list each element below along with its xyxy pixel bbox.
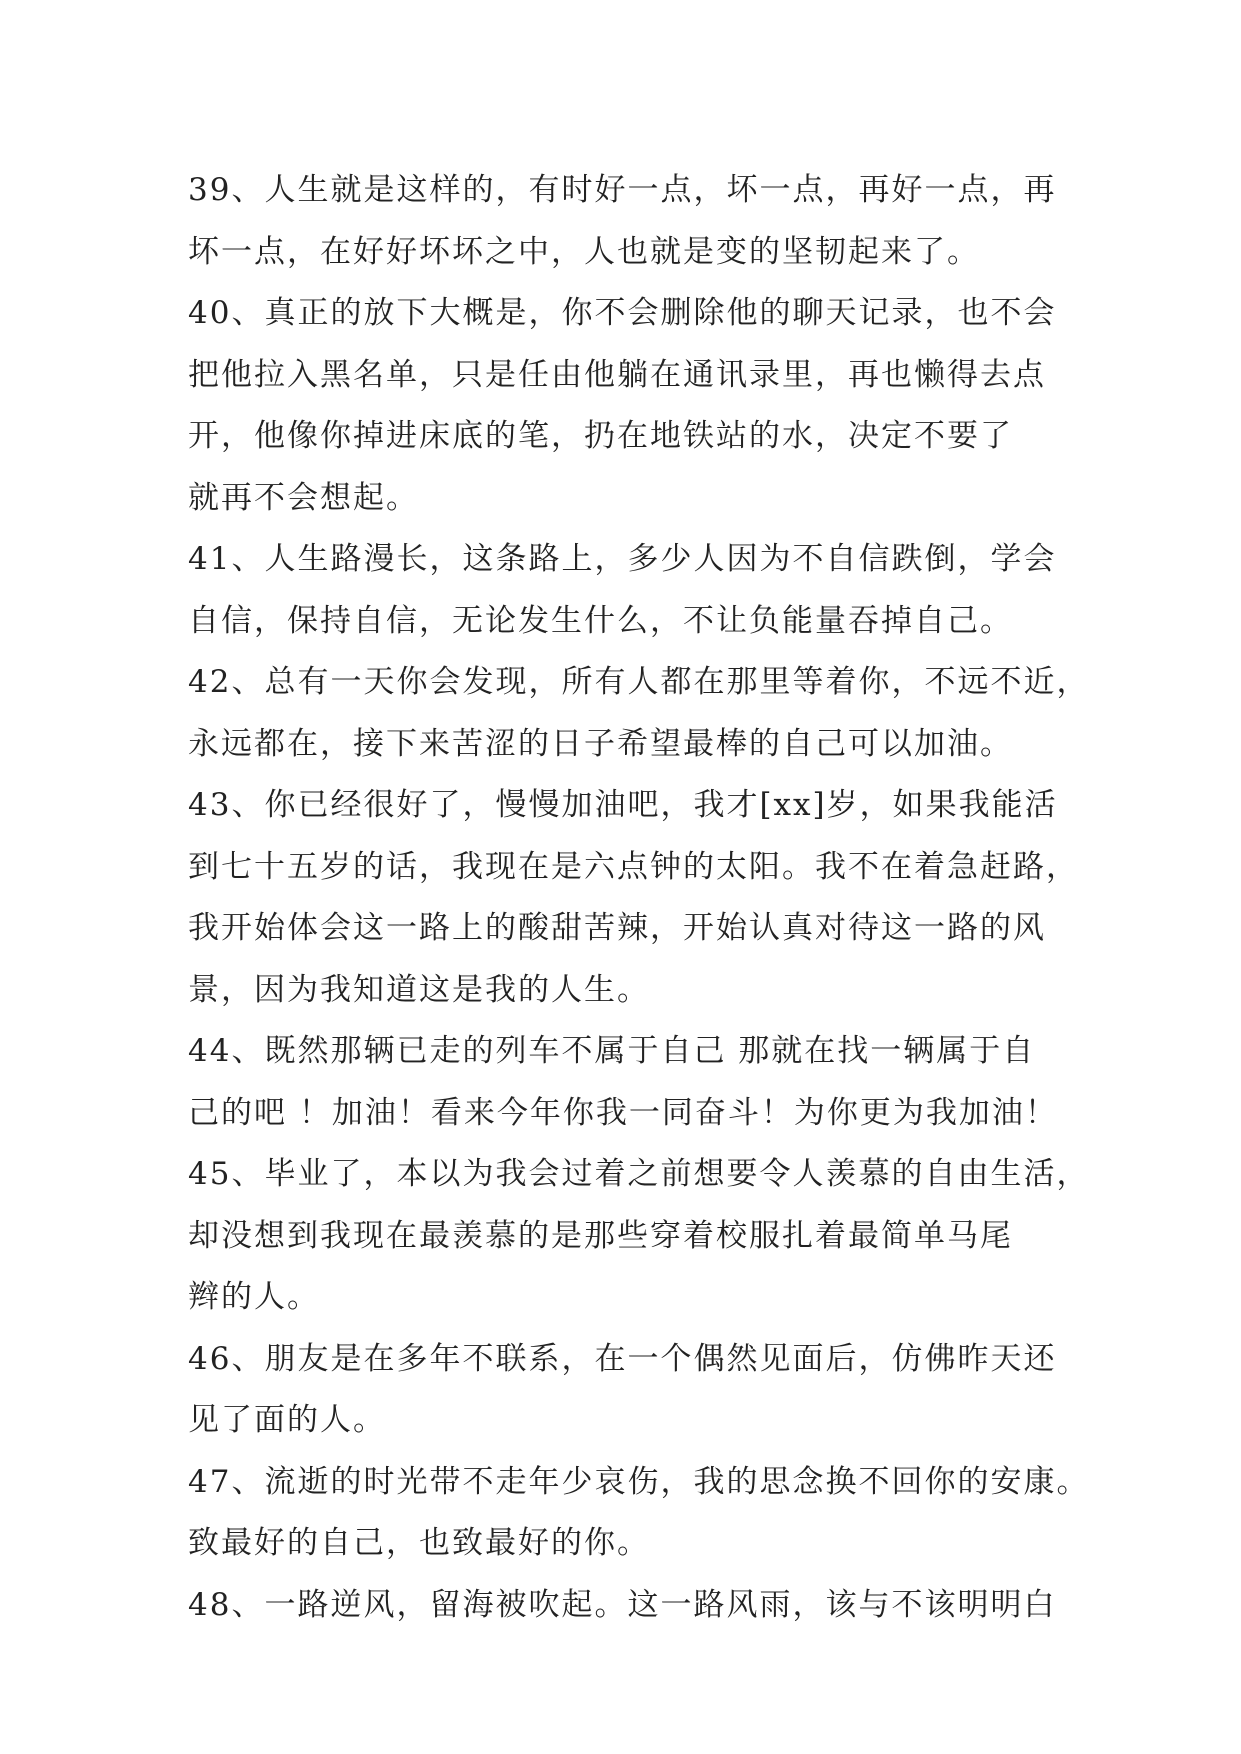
text-line: 景，因为我知道这是我的人生。 bbox=[188, 971, 650, 1008]
text-line: 就再不会想起。 bbox=[188, 479, 419, 516]
text-line: 己的吧 ！加油！看来今年你我一同奋斗！为你更为我加油！ bbox=[188, 1094, 1058, 1131]
text-line: 却没想到我现在最羡慕的是那些穿着校服扎着最简单马尾 bbox=[188, 1217, 1013, 1254]
text-line: 见了面的人。 bbox=[188, 1402, 386, 1438]
text-line: 40、真正的放下大概是，你不会删除他的聊天记录，也不会 bbox=[188, 295, 1057, 331]
text-line: 我开始体会这一路上的酸甜苦辣，开始认真对待这一路的风 bbox=[188, 910, 1046, 946]
text-line: 44、既然那辆已走的列车不属于自己 那就在找一辆属于自 bbox=[188, 1033, 1036, 1069]
text-line: 永远都在，接下来苦涩的日子希望最棒的自己可以加油。 bbox=[188, 725, 1013, 762]
document-body bbox=[188, 160, 1090, 1636]
text-line: 42、总有一天你会发现，所有人都在那里等着你，不远不近， bbox=[188, 664, 1090, 700]
text-line: 46、朋友是在多年不联系，在一个偶然见面后，仿佛昨天还 bbox=[188, 1340, 1057, 1377]
text-line: 坏一点，在好好坏坏之中，人也就是变的坚韧起来了。 bbox=[188, 233, 980, 270]
text-line: 43、你已经很好了，慢慢加油吧，我才[xx]岁，如果我能活 bbox=[188, 787, 1058, 823]
text-line: 48、一路逆风，留海被吹起。这一路风雨，该与不该明明白 bbox=[188, 1586, 1057, 1623]
text-line: 41、人生路漫长，这条路上，多少人因为不自信跌倒，学会 bbox=[188, 541, 1057, 577]
text-line: 自信，保持自信，无论发生什么，不让负能量吞掉自己。 bbox=[188, 602, 1013, 639]
text-line: 47、流逝的时光带不走年少哀伤，我的思念换不回你的安康。 bbox=[188, 1463, 1090, 1500]
text-line: 到七十五岁的话，我现在是六点钟的太阳。我不在着急赶路， bbox=[188, 848, 1079, 885]
text-line: 把他拉入黑名单，只是任由他躺在通讯录里，再也懒得去点 bbox=[188, 356, 1046, 393]
text-line: 45、毕业了，本以为我会过着之前想要令人羡慕的自由生活， bbox=[188, 1156, 1090, 1192]
text-line: 致最好的自己，也致最好的你。 bbox=[188, 1525, 650, 1561]
text-line: 辫的人。 bbox=[188, 1279, 320, 1315]
text-line: 39、人生就是这样的，有时好一点，坏一点，再好一点，再 bbox=[188, 172, 1057, 208]
text-line: 开，他像你掉进床底的笔，扔在地铁站的水，决定不要了 bbox=[188, 418, 1013, 454]
